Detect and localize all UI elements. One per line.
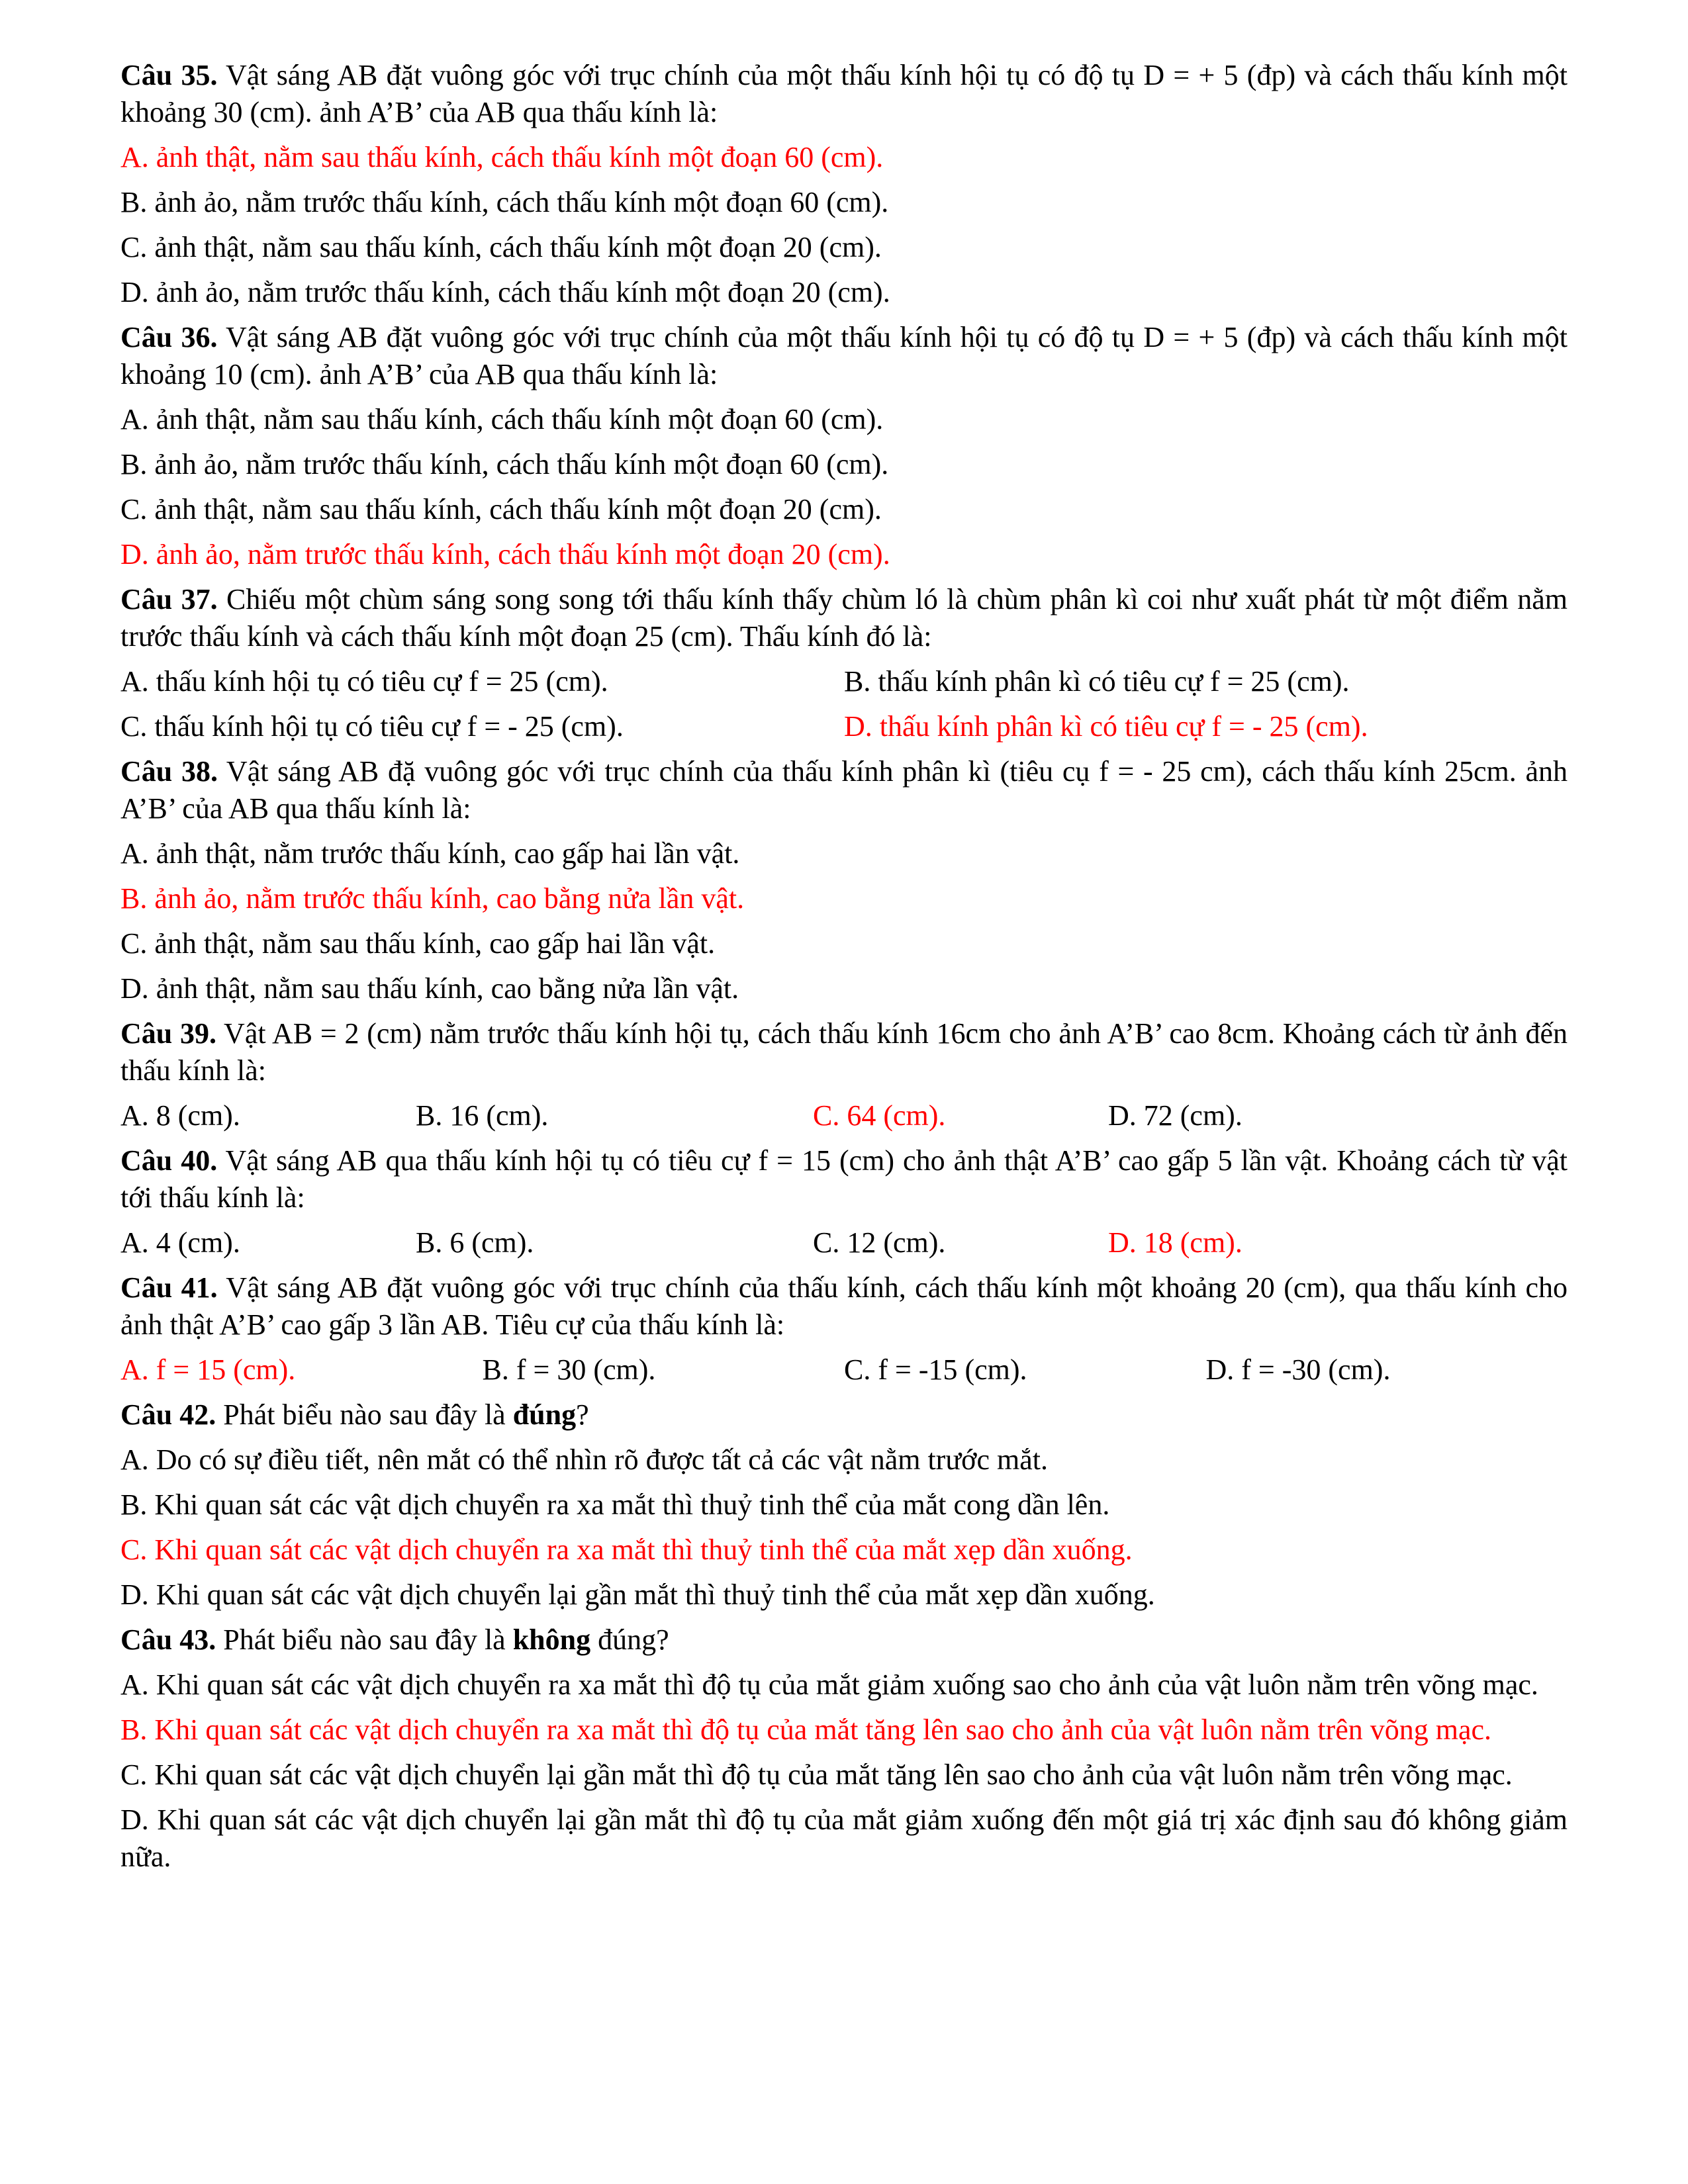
option-c: C. Khi quan sát các vật dịch chuyển lại gần mắt thì độ tụ của mắt tăng lên sao cho ảnh của vật luôn nằm trên võng mạc. xyxy=(120,1758,1513,1791)
question-stem xyxy=(120,1621,1568,1659)
question-stem xyxy=(120,319,1568,393)
option-b: B. thấu kính phân kì có tiêu cự f = 25 (cm). xyxy=(844,665,1350,698)
question-text: Vật sáng AB đặt vuông góc với trục chính của thấu kính, cách thấu kính một khoảng 20 (cm), qua thấu kính cho ảnh thật A’B’ cao gấp 3 lần AB. Tiêu cự của thấu kính là: xyxy=(120,1271,1568,1341)
option-a: A. 4 (cm). xyxy=(120,1226,240,1259)
question-text: Phát biểu nào sau đây là xyxy=(216,1623,513,1656)
question-stem xyxy=(120,753,1568,827)
question-number: Câu 37. xyxy=(120,583,218,615)
question-38 xyxy=(120,753,1568,1007)
option-a: A. 8 (cm). xyxy=(120,1099,240,1132)
question-text-end: ? xyxy=(576,1398,589,1431)
option-c: C. f = -15 (cm). xyxy=(844,1353,1027,1386)
option-c: C. 12 (cm). xyxy=(813,1226,946,1259)
question-stem xyxy=(120,581,1568,655)
option-c: C. thấu kính hội tụ có tiêu cự f = - 25 (cm). xyxy=(120,710,624,743)
question-text: Vật sáng AB đặ vuông góc với trục chính của thấu kính phân kì (tiêu cụ f = - 25 cm), cách thấu kính 25cm. ảnh A’B’ của AB qua thấu kính là: xyxy=(120,755,1568,825)
option-b: B. Khi quan sát các vật dịch chuyển ra xa mắt thì thuỷ tinh thể của mắt cong dần lên. xyxy=(120,1488,1110,1521)
question-43 xyxy=(120,1621,1568,1876)
option-a: A. f = 15 (cm). xyxy=(120,1353,296,1386)
question-number: Câu 39. xyxy=(120,1017,217,1050)
question-39 xyxy=(120,1015,1568,1134)
question-text: Vật AB = 2 (cm) nằm trước thấu kính hội tụ, cách thấu kính 16cm cho ảnh A’B’ cao 8cm. Khoảng cách từ ảnh đến thấu kính là: xyxy=(120,1017,1568,1087)
option-a: A. Khi quan sát các vật dịch chuyển ra xa mắt thì độ tụ của mắt giảm xuống sao cho ảnh của vật luôn nằm trên võng mạc. xyxy=(120,1668,1538,1701)
question-text: Vật sáng AB qua thấu kính hội tụ có tiêu cự f = 15 (cm) cho ảnh thật A’B’ cao gấp 5 lần vật. Khoảng cách từ vật tới thấu kính là: xyxy=(120,1144,1568,1214)
option-d: D. ảnh ảo, nằm trước thấu kính, cách thấu kính một đoạn 20 (cm). xyxy=(120,276,890,308)
question-stem xyxy=(120,1142,1568,1216)
question-text: Chiếu một chùm sáng song song tới thấu kính thấy chùm ló là chùm phân kì coi như xuất phát từ một điểm nằm trước thấu kính và cách thấu kính một đoạn 25 (cm). Thấu kính đó là: xyxy=(120,583,1568,653)
question-number: Câu 36. xyxy=(120,321,218,353)
option-c: C. ảnh thật, nằm sau thấu kính, cách thấu kính một đoạn 20 (cm). xyxy=(120,493,882,525)
question-number: Câu 42. xyxy=(120,1398,216,1431)
question-emphasis: không xyxy=(512,1623,591,1656)
options-row xyxy=(120,708,1568,745)
options-row xyxy=(120,1097,1568,1134)
option-b: B. ảnh ảo, nằm trước thấu kính, cách thấu kính một đoạn 60 (cm). xyxy=(120,448,889,480)
options-row xyxy=(120,1224,1568,1261)
option-d: D. thấu kính phân kì có tiêu cự f = - 25 (cm). xyxy=(844,710,1368,743)
question-number: Câu 43. xyxy=(120,1623,216,1656)
option-b: B. 6 (cm). xyxy=(416,1226,534,1259)
question-number: Câu 41. xyxy=(120,1271,218,1304)
question-number: Câu 35. xyxy=(120,59,218,91)
option-d: D. ảnh ảo, nằm trước thấu kính, cách thấu kính một đoạn 20 (cm). xyxy=(120,538,890,570)
question-41 xyxy=(120,1269,1568,1388)
option-c: C. ảnh thật, nằm sau thấu kính, cách thấu kính một đoạn 20 (cm). xyxy=(120,231,882,263)
question-stem xyxy=(120,1396,1568,1433)
question-text: Phát biểu nào sau đây là xyxy=(216,1398,513,1431)
option-b: B. ảnh ảo, nằm trước thấu kính, cao bằng nửa lần vật. xyxy=(120,882,745,915)
question-text: Vật sáng AB đặt vuông góc với trục chính của một thấu kính hội tụ có độ tụ D = + 5 (đp) và cách thấu kính một khoảng 30 (cm). ảnh A’B’ của AB qua thấu kính là: xyxy=(120,59,1568,128)
question-number: Câu 38. xyxy=(120,755,218,788)
question-emphasis: đúng xyxy=(512,1398,577,1431)
options-row xyxy=(120,1351,1568,1388)
option-d: D. Khi quan sát các vật dịch chuyển lại gần mắt thì độ tụ của mắt giảm xuống đến một giá trị xác định sau đó không giảm nữa. xyxy=(120,1803,1568,1873)
question-35 xyxy=(120,57,1568,311)
option-d: D. 72 (cm). xyxy=(1108,1099,1243,1132)
option-d: D. 18 (cm). xyxy=(1108,1226,1243,1259)
option-b: B. 16 (cm). xyxy=(416,1099,549,1132)
option-c: C. ảnh thật, nằm sau thấu kính, cao gấp hai lần vật. xyxy=(120,927,716,960)
option-a: A. ảnh thật, nằm trước thấu kính, cao gấp hai lần vật. xyxy=(120,837,740,870)
option-d: D. Khi quan sát các vật dịch chuyển lại gần mắt thì thuỷ tinh thể của mắt xẹp dần xuống. xyxy=(120,1578,1155,1611)
question-37 xyxy=(120,581,1568,745)
option-a: A. thấu kính hội tụ có tiêu cự f = 25 (cm). xyxy=(120,665,608,698)
option-b: B. f = 30 (cm). xyxy=(482,1353,656,1386)
question-stem xyxy=(120,1015,1568,1089)
option-d: D. ảnh thật, nằm sau thấu kính, cao bằng nửa lần vật. xyxy=(120,972,739,1005)
option-b: B. Khi quan sát các vật dịch chuyển ra xa mắt thì độ tụ của mắt tăng lên sao cho ảnh của vật luôn nằm trên võng mạc. xyxy=(120,1713,1492,1746)
option-c: C. Khi quan sát các vật dịch chuyển ra xa mắt thì thuỷ tinh thể của mắt xẹp dần xuống. xyxy=(120,1533,1133,1566)
option-a: A. ảnh thật, nằm sau thấu kính, cách thấu kính một đoạn 60 (cm). xyxy=(120,141,884,173)
option-a: A. ảnh thật, nằm sau thấu kính, cách thấu kính một đoạn 60 (cm). xyxy=(120,403,884,435)
option-a: A. Do có sự điều tiết, nên mắt có thể nhìn rõ được tất cả các vật nằm trước mắt. xyxy=(120,1443,1048,1476)
question-text: Vật sáng AB đặt vuông góc với trục chính của một thấu kính hội tụ có độ tụ D = + 5 (đp) và cách thấu kính một khoảng 10 (cm). ảnh A’B’ của AB qua thấu kính là: xyxy=(120,321,1568,390)
question-stem xyxy=(120,57,1568,131)
option-d: D. f = -30 (cm). xyxy=(1205,1353,1391,1386)
question-text-end: đúng? xyxy=(590,1623,669,1656)
question-36 xyxy=(120,319,1568,573)
option-b: B. ảnh ảo, nằm trước thấu kính, cách thấu kính một đoạn 60 (cm). xyxy=(120,186,889,218)
options-row xyxy=(120,663,1568,700)
question-number: Câu 40. xyxy=(120,1144,218,1177)
option-c: C. 64 (cm). xyxy=(813,1099,946,1132)
question-stem xyxy=(120,1269,1568,1343)
question-40 xyxy=(120,1142,1568,1261)
question-42 xyxy=(120,1396,1568,1614)
